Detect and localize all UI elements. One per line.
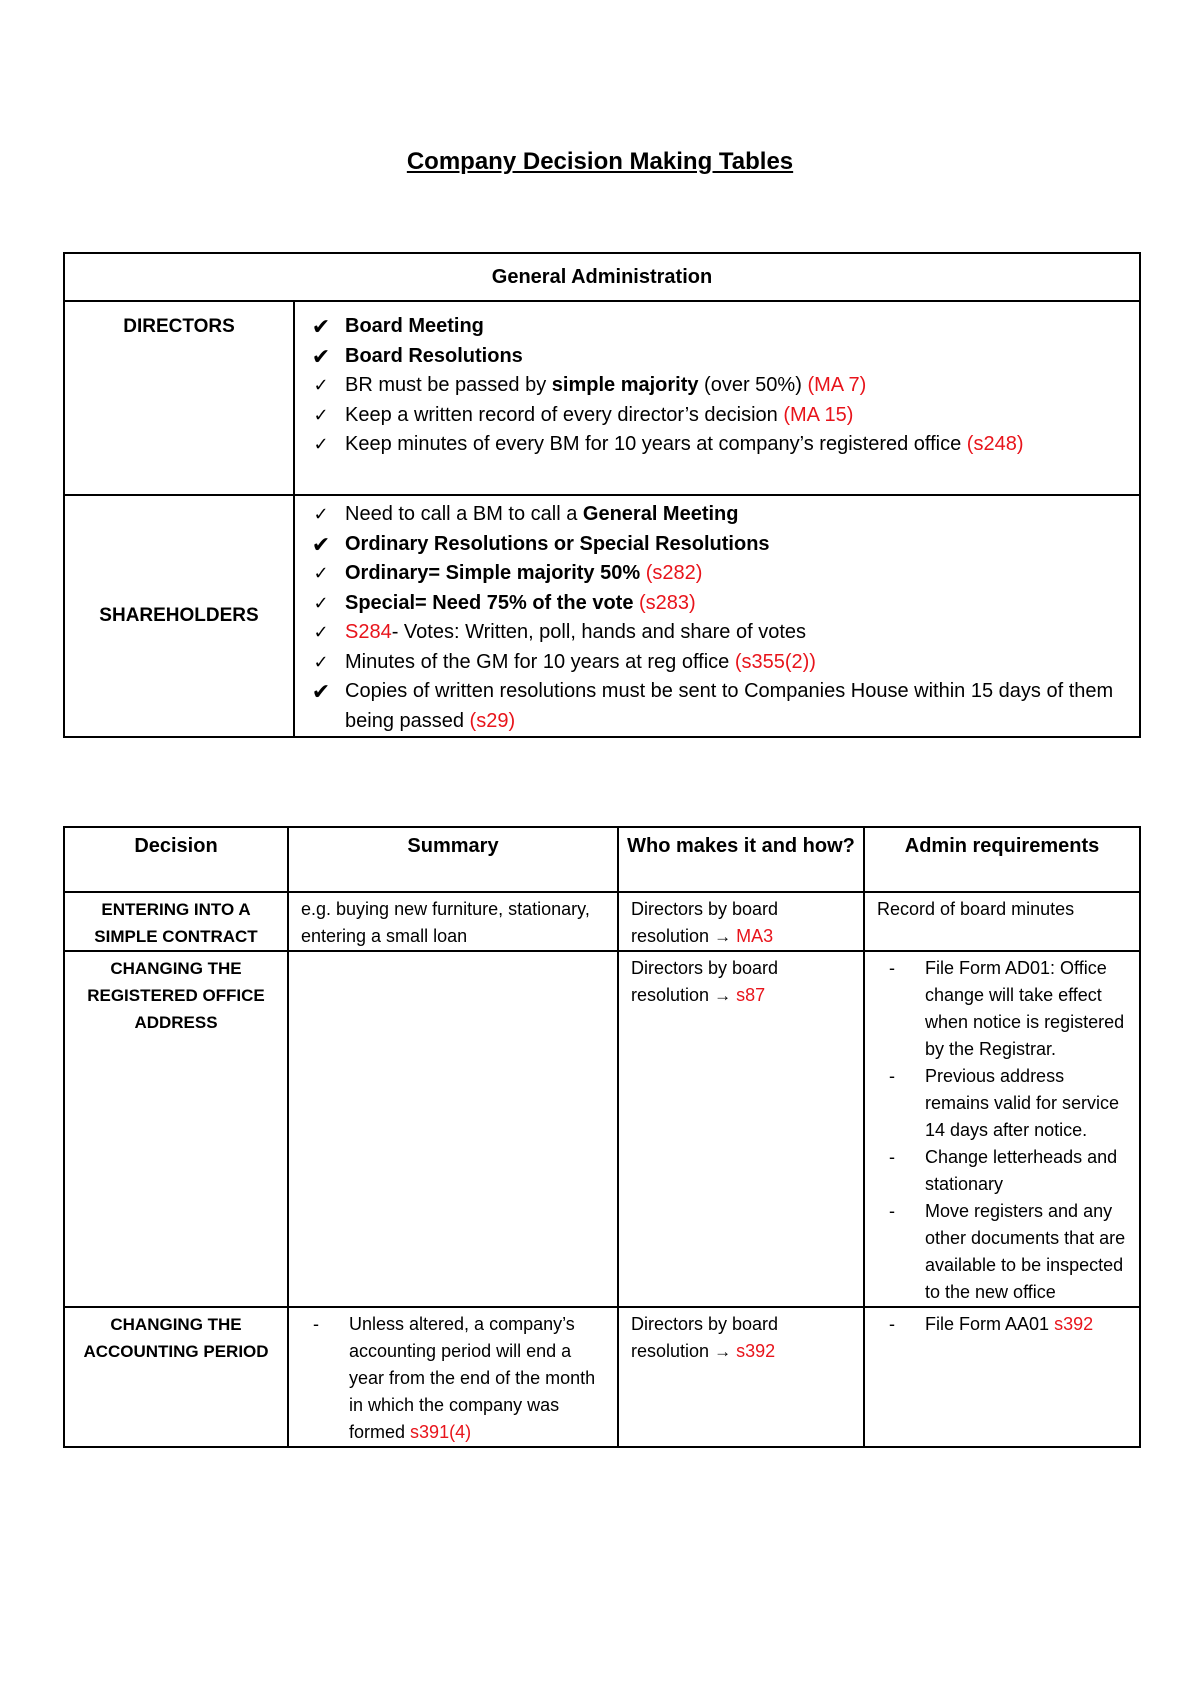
checkmark-icon: ✓ — [313, 504, 329, 524]
dash-bullet: - — [313, 1314, 319, 1334]
checkmark-icon: ✓ — [313, 434, 329, 454]
list-item: ✓ S284- Votes: Written, poll, hands and share of votes — [345, 618, 1139, 648]
decision-cell: CHANGING THE ACCOUNTING PERIOD — [64, 1307, 288, 1447]
reference: (MA 15) — [783, 403, 854, 426]
summary-cell: e.g. buying new furniture, stationary, entering a small loan — [288, 892, 618, 951]
table-row — [64, 951, 1140, 1307]
checkmark-icon: ✓ — [313, 622, 329, 642]
list-item: - Change letterheads and stationary — [925, 1144, 1133, 1198]
checkmark-icon: ✓ — [313, 651, 329, 672]
checkmark-icon: ✔ — [311, 531, 331, 557]
list-item: ✔ Copies of written resolutions must be sent to Companies House within 15 days of them being passed (s29) — [345, 677, 1139, 736]
directors-label: DIRECTORS — [64, 301, 294, 495]
dash-bullet: - — [889, 1201, 895, 1221]
checkmark-icon: ✓ — [313, 404, 329, 425]
reference: (s282) — [645, 562, 703, 584]
decisions-table — [63, 826, 1141, 1448]
reference: s392 — [736, 1341, 776, 1361]
directors-list — [295, 302, 1139, 460]
checkmark-icon: ✓ — [313, 375, 329, 395]
checkmark-icon: ✔ — [311, 314, 331, 339]
dash-bullet: - — [889, 1066, 895, 1086]
checkmark-icon: ✔ — [311, 679, 331, 704]
admin-cell — [864, 951, 1140, 1307]
list-item: - File Form AA01 s392 — [925, 1311, 1133, 1338]
decision-cell: CHANGING THE REGISTERED OFFICE ADDRESS — [64, 951, 288, 1307]
list-item: ✓ Ordinary= Simple majority 50% (s282) — [345, 559, 1139, 589]
checkmark-icon: ✓ — [313, 563, 329, 583]
admin-cell — [864, 1307, 1140, 1447]
directors-cell — [294, 301, 1140, 495]
checkmark-icon: ✔ — [311, 343, 331, 369]
reference: S284 — [345, 621, 392, 643]
summary-list — [301, 1311, 611, 1446]
admin-list — [877, 1311, 1133, 1338]
admin-list — [877, 955, 1133, 1306]
arrow-right-icon: → — [714, 1342, 732, 1361]
arrow-right-icon: → — [714, 986, 732, 1005]
header-decision: Decision — [64, 827, 288, 892]
shareholders-cell — [294, 495, 1140, 737]
list-item: ✓ Keep a written record of every director’s decision (MA 15) — [345, 401, 1139, 431]
list-item: - File Form AD01: Office change will take effect when notice is registered by the Registrar. — [925, 955, 1133, 1063]
reference: s392 — [1054, 1314, 1094, 1334]
general-administration-heading: General Administration — [64, 253, 1140, 301]
table-row — [64, 1307, 1140, 1447]
summary-cell — [288, 951, 618, 1307]
list-item: ✓ Keep minutes of every BM for 10 years at company’s registered office (s248) — [345, 430, 1139, 460]
list-item: ✔ Board Resolutions — [345, 342, 1139, 372]
dash-bullet: - — [889, 958, 895, 978]
admin-cell: Record of board minutes — [864, 892, 1140, 951]
reference: MA3 — [736, 926, 774, 946]
list-item: ✓ Need to call a BM to call a General Meeting — [345, 500, 1139, 530]
summary-cell — [288, 1307, 618, 1447]
header-who: Who makes it and how? — [618, 827, 864, 892]
arrow-right-icon: → — [714, 927, 732, 946]
who-cell: Directors by board resolution → s87 — [618, 951, 864, 1307]
reference: s391(4) — [410, 1422, 472, 1442]
list-item: ✓ Special= Need 75% of the vote (s283) — [345, 589, 1139, 619]
reference: (s283) — [639, 591, 696, 614]
who-cell: Directors by board resolution → MA3 — [618, 892, 864, 951]
shareholders-label: SHAREHOLDERS — [64, 495, 294, 737]
dash-bullet: - — [889, 1314, 895, 1334]
dash-bullet: - — [889, 1147, 895, 1167]
page-title: Company Decision Making Tables — [406, 148, 794, 175]
reference: (MA 7) — [807, 374, 867, 396]
list-item: - Move registers and any other documents that are available to be inspected to the new office — [925, 1198, 1133, 1306]
checkmark-icon: ✓ — [313, 592, 329, 613]
who-cell: Directors by board resolution → s392 — [618, 1307, 864, 1447]
list-item: - Unless altered, a company’s accounting period will end a year from the end of the month in which the company was formed s391(4) — [349, 1311, 611, 1446]
list-item: ✔ Board Meeting — [345, 312, 1139, 342]
reference: s87 — [736, 985, 766, 1005]
decisions-header-row — [64, 827, 1140, 892]
reference: (s355(2)) — [734, 650, 816, 673]
list-item: - Previous address remains valid for service 14 days after notice. — [925, 1063, 1133, 1144]
reference: (s248) — [966, 433, 1024, 455]
table-row — [64, 892, 1140, 951]
list-item: ✔ Ordinary Resolutions or Special Resolutions — [345, 530, 1139, 560]
shareholders-list — [295, 496, 1139, 736]
header-summary: Summary — [288, 827, 618, 892]
general-administration-table — [63, 252, 1141, 738]
list-item: ✓ Minutes of the GM for 10 years at reg office (s355(2)) — [345, 648, 1139, 678]
list-item: ✓ BR must be passed by simple majority (over 50%) (MA 7) — [345, 371, 1139, 401]
header-admin: Admin requirements — [864, 827, 1140, 892]
reference: (s29) — [469, 709, 516, 732]
decision-cell: ENTERING INTO A SIMPLE CONTRACT — [64, 892, 288, 951]
